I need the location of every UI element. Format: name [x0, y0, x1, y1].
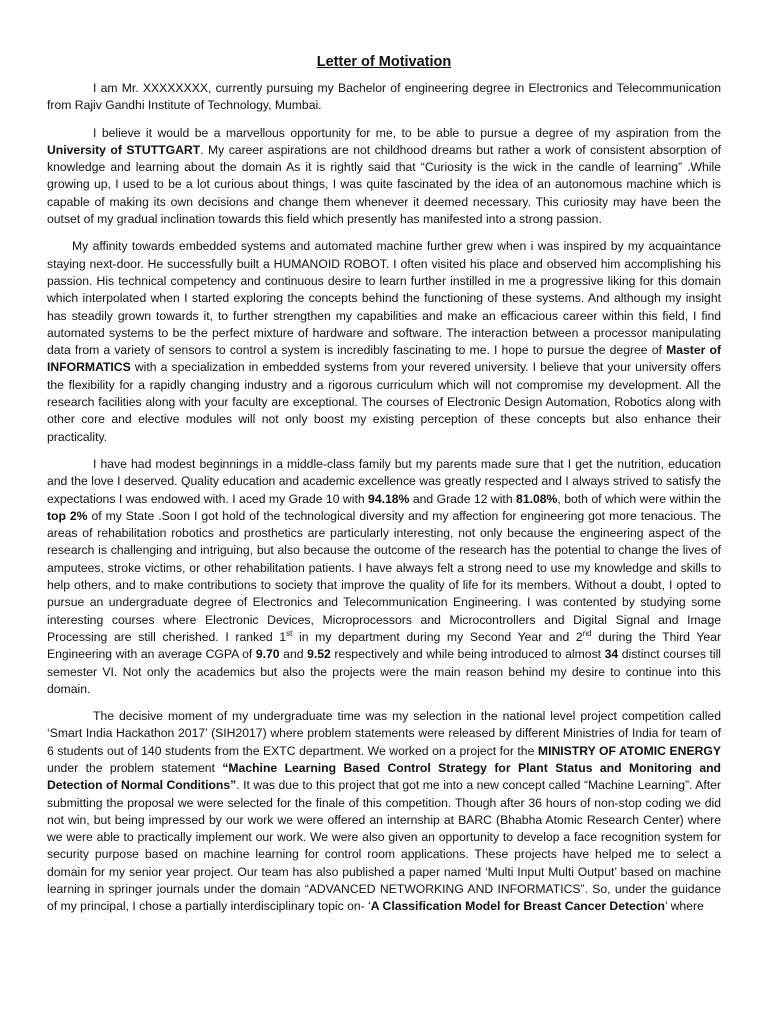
- bold-project-title: A Classification Model for Breast Cancer Detection: [370, 899, 665, 914]
- paragraph-intro: [47, 80, 721, 115]
- bold-top-percent: top 2%: [47, 508, 88, 523]
- paragraph-text: I am Mr. XXXXXXXX, currently pursuing my Bachelor of engineering degree in Electronics and Telecommunication from Rajiv Gandhi Institute of Technology, Mumbai.: [47, 81, 721, 113]
- paragraph-text: My affinity towards embedded systems and automated machine further grew when i was inspired by my acquaintance staying next-door. He successfully built a HUMANOID ROBOT. I often visited his place and observed him accomplishing his passion. His technical competency and continuous desire to learn further instilled in me a progressive liking for this domain which interpolated when I started exploring the concepts behind the functioning of these systems. And although my insight has steadily grown towards it, to further strengthen my capabilities and make an efficacious career within this field, I find automated systems to be the perfect mixture of hardware and software. The interaction between a processor manipulating data from a variety of sensors to control a system is incredibly fascinating to me. I hope to pursue the degree of: [47, 239, 721, 358]
- bold-problem-statement: “Machine Learning Based Control Strategy for Plant Status and Monitoring and Detection of Normal Conditions”: [47, 760, 721, 793]
- paragraph-text: and: [279, 647, 308, 662]
- paragraph-text: The decisive moment of my undergraduate time was my selection in the national level project competition called ‘Smart India Hackathon 2017’ (SIH2017) where problem statements were released by different Ministries of India for team of 6 students out of 140 students from the EXTC department. We worked on a project for the: [47, 709, 721, 758]
- bold-university: University of STUTTGART: [47, 142, 201, 157]
- paragraph-text: respectively and while being introduced to almost: [330, 647, 605, 662]
- bold-grade12: 81.08%: [516, 491, 558, 506]
- page-title: Letter of Motivation: [316, 54, 452, 70]
- bold-grade10: 94.18%: [368, 491, 410, 506]
- paragraph-text: . My career aspirations are not childhood dreams but rather a work of consistent absorption of knowledge and learning about the domain As it is rightly said that “Curiosity is the wick in the candle of learning” .While growing up, I used to be a lot curious about things, I was quite fascinated by the idea of an autonomous machine which is capable of making its own decisions and change them whenever it deemed necessary. This curiosity may have been the outset of my gradual inclination towards this field which presently has manifested into a strong passion.: [47, 142, 722, 227]
- superscript-nd: nd: [582, 628, 592, 638]
- paragraph-text: and Grade 12 with: [409, 491, 517, 506]
- paragraph-text: I have had modest beginnings in a middle-class family but my parents made sure that I get the nutrition, education and the love I deserved. Quality education and academic excellence was greatly respected and I always strived to satisfy the expectations I was endowed with. I aced my Grade 10 with: [47, 456, 721, 506]
- bold-course-count: 34: [604, 647, 619, 662]
- bold-cgpa-1: 9.70: [255, 647, 280, 662]
- bold-cgpa-2: 9.52: [307, 647, 331, 662]
- paragraph-aspiration: [47, 125, 721, 229]
- paragraph-affinity: [47, 238, 721, 446]
- superscript-st: st: [286, 628, 293, 638]
- paragraph-text: under the problem statement: [47, 760, 223, 775]
- paragraph-text: with a specialization in embedded systems from your revered university. I believe that your university offers the flexibility for a rapidly changing industry and a rigorous curriculum which will not compromise my development. All the research facilities along with your faculty are exceptional. The courses of Electronic Design Automation, Robotics along with other core and elective modules will not only boost my existing perception of these concepts but also enhance their practicality.: [47, 360, 721, 444]
- paragraph-text: in my department during my Second Year and 2: [292, 629, 583, 644]
- paragraph-text: distinct courses till semester VI. Not only the academics but also the projects were the main reason behind my desire to continue into this domain.: [47, 647, 722, 696]
- paragraph-text: . It was due to this project that got me into a new concept called “Machine Learning”. After submitting the proposal we were selected for the finale of this competition. Though after 36 hours of non-stop coding we did not win, but being impressed by our work we were offered an internship at BARC (Bhabha Atomic Research Center) where we were able to practically implement our work. We were also given an opportunity to develop a face recognition system for security purpose based on machine learning for control room applications. These projects have helped me to select a domain for my senior year project. Our team has also published a paper named ‘Multi Input Multi Output’ based on machine learning in springer journals under the domain “ADVANCED NETWORKING AND INFORMATICS”. So, under the guidance of my principal, I chose a partially interdisciplinary topic on- ‘: [47, 778, 721, 914]
- paragraph-background: [47, 456, 721, 698]
- paragraph-text: ’ where: [664, 899, 704, 914]
- paragraph-hackathon: [47, 708, 721, 916]
- paragraph-text: of my State .Soon I got hold of the technological diversity and my affection for engineering got more tenacious. The areas of rehabilitation robotics and prosthetics are particularly interesting, not only because the engineering aspect of the research is challenging and intriguing, but also because the outcome of the research has the potential to change the lives of amputees, stroke victims, or other rehabilitation patients. I have always felt a strong need to use my knowledge and skills to help others, and to make contributions to society that improve the quality of life for its members. Without a doubt, I opted to pursue an undergraduate degree of Electronics and Telecommunication Engineering. I was contented by studying some interesting courses where Electronic Devices, Microprocessors and Microcontrollers and Digital Signal and Image Processing are still cherished. I ranked 1: [47, 508, 721, 644]
- paragraph-text: , both of which were within the: [557, 491, 721, 506]
- bold-ministry: MINISTRY OF ATOMIC ENERGY: [537, 743, 721, 758]
- paragraph-text: during the Third Year Engineering with an average CGPA of: [47, 629, 722, 662]
- paragraph-text: I believe it would be a marvellous opportunity for me, to be able to pursue a degree of my aspiration from the: [93, 125, 721, 140]
- bold-degree: Master of INFORMATICS: [47, 343, 722, 375]
